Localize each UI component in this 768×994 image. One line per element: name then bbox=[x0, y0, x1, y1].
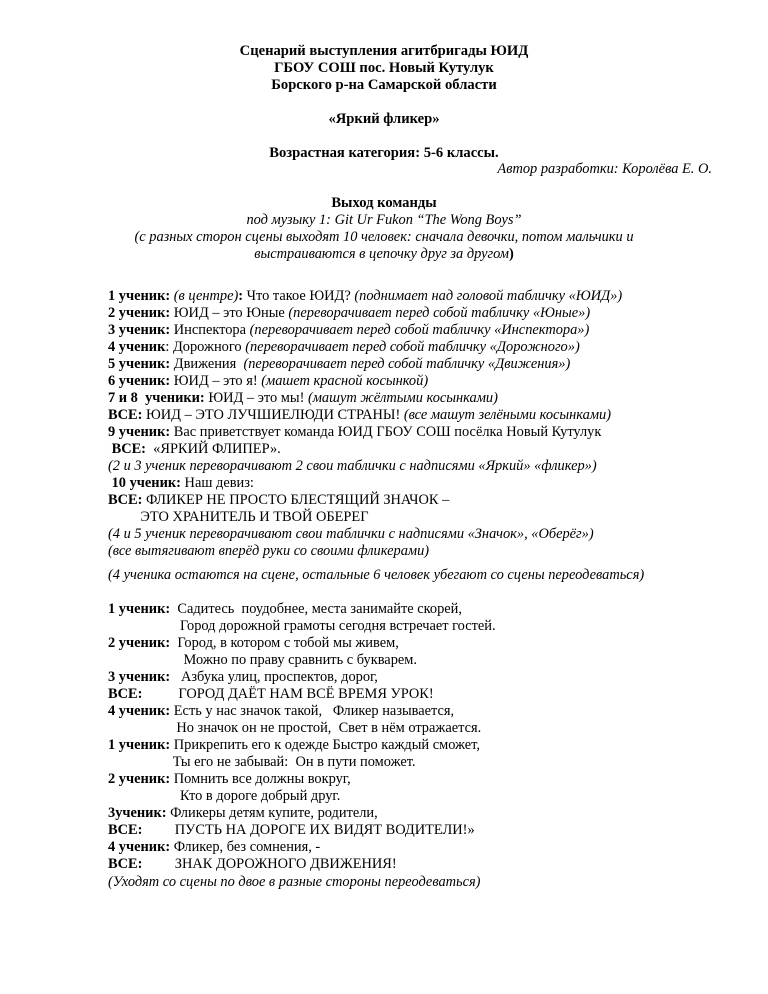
script-line bbox=[108, 407, 611, 424]
spoken-text: Город, в котором с тобой мы живем, bbox=[170, 635, 399, 651]
stage-direction: (переворачивает перед собой табличку «Юные») bbox=[284, 305, 591, 321]
script-line bbox=[108, 373, 428, 390]
spoken-text: Но значок он не простой, Свет в нём отражается. bbox=[108, 720, 482, 736]
stage-direction: (4 и 5 ученик переворачивают свои таблички с надписями «Значок», «Оберёг») bbox=[108, 526, 594, 542]
speaker-label: ВСЕ: bbox=[108, 856, 143, 872]
stage-direction: (все вытягивают вперёд руки со своими фликерами) bbox=[108, 543, 430, 559]
spoken-text: Азбука улиц, проспектов, дорог, bbox=[170, 669, 378, 685]
script-line bbox=[108, 703, 454, 720]
speaker-label: 2 ученик: bbox=[108, 771, 171, 787]
title-line-2: ГБОУ СОШ пос. Новый Кутулук bbox=[274, 60, 494, 76]
entrance-line-1: под музыку 1: Git Ur Fukon “The Wong Boys” bbox=[246, 212, 522, 228]
stage-direction: (машут жёлтыми косынками) bbox=[304, 390, 498, 406]
spoken-text: Садитесь поудобнее, места занимайте скорей, bbox=[170, 601, 462, 617]
script-line bbox=[108, 856, 397, 873]
script-line bbox=[108, 543, 429, 560]
script-line bbox=[108, 618, 496, 635]
script-line bbox=[108, 492, 449, 509]
entrance-line-3 bbox=[0, 246, 768, 263]
age-category: Возрастная категория: 5-6 классы. bbox=[269, 145, 499, 161]
speaker-label: 6 ученик: bbox=[108, 373, 171, 389]
spoken-text: Что такое ЮИД? bbox=[243, 288, 351, 304]
spoken-text: ЮИД – это Юные bbox=[170, 305, 285, 321]
script-line bbox=[108, 771, 351, 788]
script-line bbox=[108, 737, 480, 754]
final-note: (Уходят со сцены по двое в разные стороны переодеваться) bbox=[108, 874, 481, 890]
spoken-text: ЮИД – ЭТО ЛУЧШИЕЛЮДИ СТРАНЫ! bbox=[142, 407, 401, 423]
spoken-text: «ЯРКИЙ ФЛИПЕР». bbox=[145, 441, 281, 457]
show-title: «Яркий фликер» bbox=[328, 111, 440, 127]
speaker-label: ВСЕ: bbox=[108, 441, 146, 457]
spoken-text: ФЛИКЕР НЕ ПРОСТО БЛЕСТЯЩИЙ ЗНАЧОК – bbox=[142, 492, 450, 508]
speaker-label: 4 ученик: bbox=[108, 703, 171, 719]
script-line bbox=[108, 441, 281, 458]
spoken-text: Фликер, без сомнения, - bbox=[170, 839, 321, 855]
spoken-text: : bbox=[238, 288, 244, 304]
speaker-label: ВСЕ: bbox=[108, 492, 143, 508]
spoken-text: Вас приветствует команда ЮИД ГБОУ СОШ посёлка Новый Кутулук bbox=[170, 424, 602, 440]
spoken-text: Движения bbox=[170, 356, 240, 372]
speaker-label: 9 ученик: bbox=[108, 424, 171, 440]
stage-direction: (переворачивает перед собой табличку «Движения») bbox=[239, 356, 571, 372]
speaker-label: 3 ученик: bbox=[108, 669, 171, 685]
entrance-line-2: (с разных сторон сцены выходят 10 человек: сначала девочки, потом мальчики и bbox=[134, 229, 634, 245]
script-line bbox=[108, 839, 320, 856]
script-line bbox=[108, 390, 498, 407]
spoken-text: Ты его не забывай: Он в пути поможет. bbox=[108, 754, 416, 770]
script-line bbox=[108, 669, 378, 686]
script-line bbox=[108, 475, 254, 492]
stage-direction: (поднимает над головой табличку «ЮИД») bbox=[350, 288, 623, 304]
speaker-label: 5 ученик: bbox=[108, 356, 171, 372]
spoken-text: ЗНАК ДОРОЖНОГО ДВИЖЕНИЯ! bbox=[142, 856, 397, 872]
speaker-label: 4 ученик bbox=[108, 339, 166, 355]
speaker-label: 10 ученик: bbox=[108, 475, 181, 491]
script-line bbox=[108, 788, 340, 805]
spoken-text: Наш девиз: bbox=[180, 475, 254, 491]
script-line bbox=[108, 652, 417, 669]
script-line bbox=[108, 356, 570, 373]
entrance-line-3-text: выстраиваются в цепочку друг за другом bbox=[254, 246, 509, 262]
stage-direction: (в центре) bbox=[170, 288, 239, 304]
script-line bbox=[108, 288, 622, 305]
speaker-label: 3ученик: bbox=[108, 805, 167, 821]
spoken-text: Прикрепить его к одежде Быстро каждый сможет, bbox=[170, 737, 480, 753]
spoken-text: ЭТО ХРАНИТЕЛЬ И ТВОЙ ОБЕРЕГ bbox=[108, 509, 369, 525]
speaker-label: 1 ученик: bbox=[108, 288, 171, 304]
spoken-text: ГОРОД ДАЁТ НАМ ВСЁ ВРЕМЯ УРОК! bbox=[142, 686, 434, 702]
spoken-text: ПУСТЬ НА ДОРОГЕ ИХ ВИДЯТ ВОДИТЕЛИ!» bbox=[142, 822, 475, 838]
author-line: Автор разработки: Королёва Е. О. bbox=[497, 161, 712, 177]
speaker-label: 4 ученик: bbox=[108, 839, 171, 855]
script-line bbox=[108, 635, 399, 652]
speaker-label: 7 и 8 ученики: bbox=[108, 390, 205, 406]
script-line bbox=[108, 322, 589, 339]
speaker-label: ВСЕ: bbox=[108, 686, 143, 702]
spoken-text: Помнить все должны вокруг, bbox=[170, 771, 351, 787]
script-line bbox=[108, 720, 481, 737]
script-line bbox=[108, 601, 462, 618]
stage-direction: (2 и 3 ученик переворачивают 2 свои таблички с надписями «Яркий» «фликер») bbox=[108, 458, 597, 474]
speaker-label: ВСЕ: bbox=[108, 822, 143, 838]
title-line-3: Борского р-на Самарской области bbox=[271, 77, 497, 93]
spoken-text: Кто в дороге добрый друг. bbox=[108, 788, 341, 804]
speaker-label: 2 ученик: bbox=[108, 305, 171, 321]
speaker-label: 3 ученик: bbox=[108, 322, 171, 338]
script-line bbox=[108, 305, 590, 322]
speaker-label: ВСЕ: bbox=[108, 407, 143, 423]
stage-direction: (машет красной косынкой) bbox=[257, 373, 429, 389]
spoken-text: Можно по праву сравнить с букварем. bbox=[108, 652, 417, 668]
entrance-line-3-close: ) bbox=[508, 246, 514, 262]
stage-note: (4 ученика остаются на сцене, остальные 6 человек убегают со сцены переодеваться) bbox=[108, 567, 645, 583]
script-line bbox=[108, 686, 434, 703]
stage-direction: (все машут зелёными косынками) bbox=[400, 407, 612, 423]
speaker-label: 2 ученик: bbox=[108, 635, 171, 651]
speaker-label: 1 ученик: bbox=[108, 737, 171, 753]
script-line bbox=[108, 458, 597, 475]
script-line bbox=[108, 805, 378, 822]
script-line bbox=[108, 754, 416, 771]
stage-direction: (переворачивает перед собой табличку «Дорожного») bbox=[241, 339, 580, 355]
script-line bbox=[108, 526, 594, 543]
spoken-text: Фликеры детям купите, родители, bbox=[166, 805, 378, 821]
spoken-text: Есть у нас значок такой, Фликер называется, bbox=[170, 703, 455, 719]
entrance-title: Выход команды bbox=[331, 195, 437, 211]
spoken-text: ЮИД – это я! bbox=[170, 373, 258, 389]
spoken-text: Инспектора bbox=[170, 322, 247, 338]
script-line bbox=[108, 822, 475, 839]
script-line bbox=[108, 339, 580, 356]
stage-direction: (переворачивает перед собой табличку «Инспектора») bbox=[246, 322, 590, 338]
speaker-label: 1 ученик: bbox=[108, 601, 171, 617]
script-line bbox=[108, 509, 369, 526]
spoken-text: Город дорожной грамоты сегодня встречает гостей. bbox=[108, 618, 496, 634]
title-line-1: Сценарий выступления агитбригады ЮИД bbox=[239, 43, 529, 59]
script-line bbox=[108, 424, 601, 441]
spoken-text: : Дорожного bbox=[165, 339, 242, 355]
spoken-text: ЮИД – это мы! bbox=[204, 390, 305, 406]
